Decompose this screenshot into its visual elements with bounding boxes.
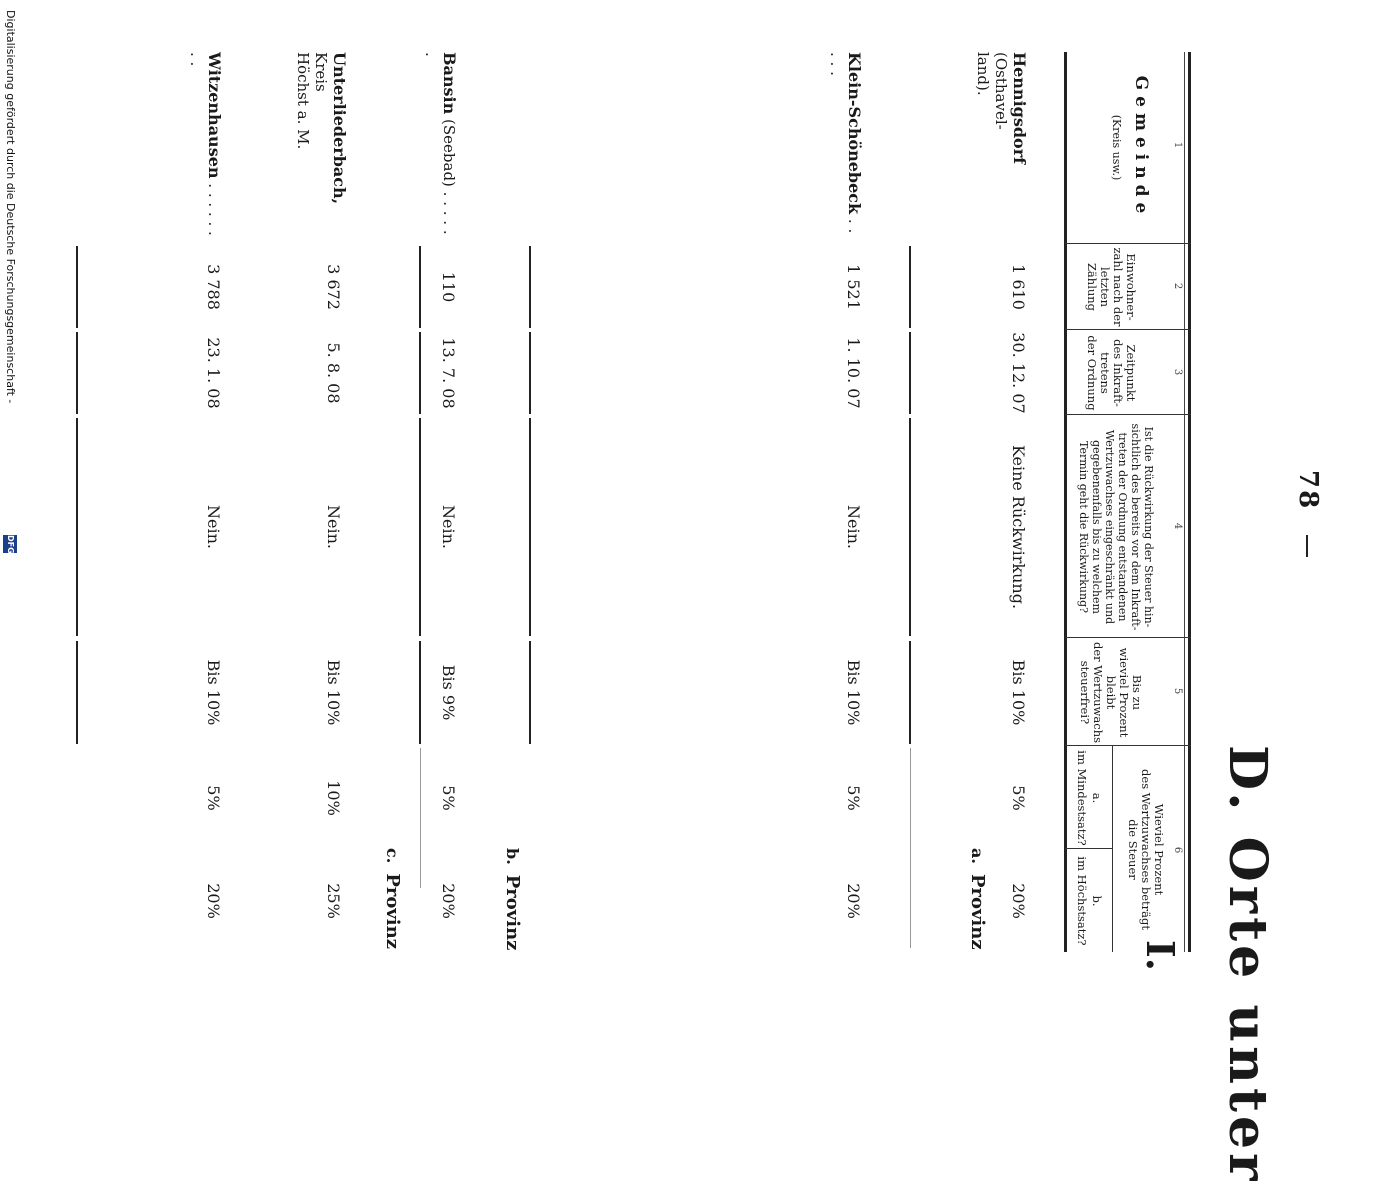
- row-rule: [419, 246, 421, 328]
- date-value: 23. 1. 08: [204, 337, 223, 409]
- header-separator: [1065, 745, 1191, 746]
- taxfree-value: Bis 10%: [1009, 659, 1028, 726]
- date-value: 30. 12. 07: [1009, 332, 1028, 414]
- table-row: [827, 52, 863, 237]
- municipality-name: Hennigsdorf: [1010, 52, 1029, 165]
- page-number-dash: [1306, 535, 1308, 557]
- column-number: 3: [1172, 368, 1183, 376]
- header-separator: [1065, 329, 1191, 330]
- min-rate-value: 10%: [324, 780, 343, 816]
- row-rule: [76, 332, 78, 414]
- table-row: [294, 52, 348, 237]
- population-value: 1 521: [844, 264, 863, 310]
- retroactivity-value: Nein.: [439, 505, 458, 549]
- row-rule: [419, 418, 421, 636]
- row-rule: [529, 246, 531, 328]
- date-value: 13. 7. 08: [439, 337, 458, 409]
- roman-numeral: I.: [1138, 940, 1183, 972]
- row-rule: [529, 418, 531, 636]
- column-number: 5: [1172, 687, 1183, 695]
- section-heading-c: [382, 848, 403, 949]
- max-rate-value: 20%: [1009, 883, 1028, 919]
- row-rule: [909, 418, 911, 636]
- min-rate-value: 5%: [844, 785, 863, 811]
- table-top-rule: [1188, 52, 1191, 952]
- header-gemeinde: Gemeinde: [1131, 75, 1151, 220]
- municipality-name: Klein-Schönebeck: [845, 52, 864, 215]
- table-row: [974, 52, 1028, 237]
- row-rule: [419, 332, 421, 414]
- header-separator: [1065, 848, 1113, 849]
- taxfree-value: Bis 9%: [439, 664, 458, 721]
- table-row: [422, 52, 458, 237]
- header-retroactivity: Ist die Rückwirkung der Steuer hin- sichtlich des bereits vor dem Inkraft- treten der Ordnung entstandenen Wertzuwachses eingeschränkt und gegebenenfalls bis zu welchem Termin geht die Rückwirkung?: [1077, 423, 1155, 631]
- retroactivity-value: Keine Rückwirkung.: [1009, 444, 1028, 610]
- max-rate-value: 25%: [324, 883, 343, 919]
- retroactivity-value: Nein.: [204, 505, 223, 549]
- table-row: [187, 52, 223, 237]
- header-date: Zeitpunkt des Inkraft- tretens der Ordnung: [1085, 335, 1138, 411]
- row-rule: [909, 332, 911, 414]
- header-max-letter: b.: [1090, 895, 1104, 907]
- column-number: 1: [1172, 141, 1183, 149]
- municipality-detail: . . . . . . . .: [187, 52, 223, 236]
- retroactivity-value: Nein.: [844, 505, 863, 549]
- row-rule: [910, 748, 911, 948]
- section-heading-a: [967, 848, 988, 950]
- section-letter: b.: [503, 848, 522, 865]
- row-rule: [909, 641, 911, 744]
- row-rule: [909, 246, 911, 328]
- column-number: 2: [1172, 282, 1183, 290]
- digitization-credit: Digitalisierung gefördert durch die Deutsche Forschungsgemeinschaft -: [4, 10, 17, 404]
- row-rule: [76, 418, 78, 636]
- table-header-rule: [1064, 52, 1067, 952]
- taxfree-value: Bis 10%: [204, 659, 223, 726]
- min-rate-value: 5%: [439, 785, 458, 811]
- max-rate-value: 20%: [439, 883, 458, 919]
- population-value: 1 610: [1009, 264, 1028, 310]
- column-number: 6: [1172, 846, 1183, 854]
- municipality-detail: . . . . .: [827, 52, 863, 234]
- section-letter: a.: [968, 848, 987, 864]
- table-top-rule-thin: [1184, 52, 1185, 952]
- page-title: D. Orte unter: [1217, 745, 1278, 1184]
- municipality-detail: (Osthavel- land).: [974, 52, 1010, 130]
- municipality-name: Unterliederbach,: [330, 52, 349, 205]
- taxfree-value: Bis 10%: [844, 659, 863, 726]
- row-rule: [76, 246, 78, 328]
- municipality-detail: (Seebad) . . . . . .: [422, 52, 458, 235]
- page-number: 78: [1293, 470, 1323, 511]
- header-separator: [1065, 414, 1191, 415]
- header-max: im Höchstsatz?: [1075, 856, 1089, 946]
- section-label: Provinz: [967, 873, 988, 950]
- row-rule: [529, 332, 531, 414]
- taxfree-value: Bis 10%: [324, 659, 343, 726]
- max-rate-value: 20%: [844, 883, 863, 919]
- header-sub-rule: [1112, 745, 1113, 952]
- population-value: 3 788: [204, 264, 223, 310]
- row-rule: [420, 748, 421, 888]
- header-min-letter: a.: [1090, 792, 1104, 804]
- column-number: 4: [1172, 522, 1183, 530]
- municipality-name: Bansin: [440, 52, 459, 115]
- date-value: 1. 10. 07: [844, 337, 863, 409]
- retroactivity-value: Nein.: [324, 505, 343, 549]
- municipality-detail: Kreis Höchst a. M.: [294, 52, 330, 150]
- header-separator: [1065, 243, 1191, 244]
- min-rate-value: 5%: [204, 785, 223, 811]
- section-letter: c.: [383, 848, 402, 864]
- section-label: Provinz: [382, 873, 403, 949]
- max-rate-value: 20%: [204, 883, 223, 919]
- row-rule: [419, 641, 421, 744]
- population-value: 3 672: [324, 264, 343, 310]
- row-rule: [529, 641, 531, 744]
- header-separator: [1065, 637, 1191, 638]
- section-heading-b: [502, 848, 523, 950]
- section-label: Provinz: [502, 874, 523, 951]
- header-min: im Mindestsatz?: [1075, 750, 1089, 846]
- min-rate-value: 5%: [1009, 785, 1028, 811]
- header-tax-rate: Wieviel Prozent des Wertzuwachses beträgt die Steuer: [1126, 769, 1166, 930]
- date-value: 5. 8. 08: [324, 342, 343, 404]
- header-taxfree: Bis zu wieviel Prozent bleibt der Wertzuwachs steuerfrei?: [1078, 641, 1144, 744]
- municipality-name: Witzenhausen: [205, 52, 224, 179]
- row-rule: [76, 641, 78, 744]
- dfg-logo: DFG: [3, 535, 17, 553]
- header-gemeinde-sub: (Kreis usw.): [1110, 114, 1123, 181]
- header-population: Einwohner- zahl nach der letzten Zählung: [1085, 247, 1138, 327]
- population-value: 110: [439, 271, 458, 303]
